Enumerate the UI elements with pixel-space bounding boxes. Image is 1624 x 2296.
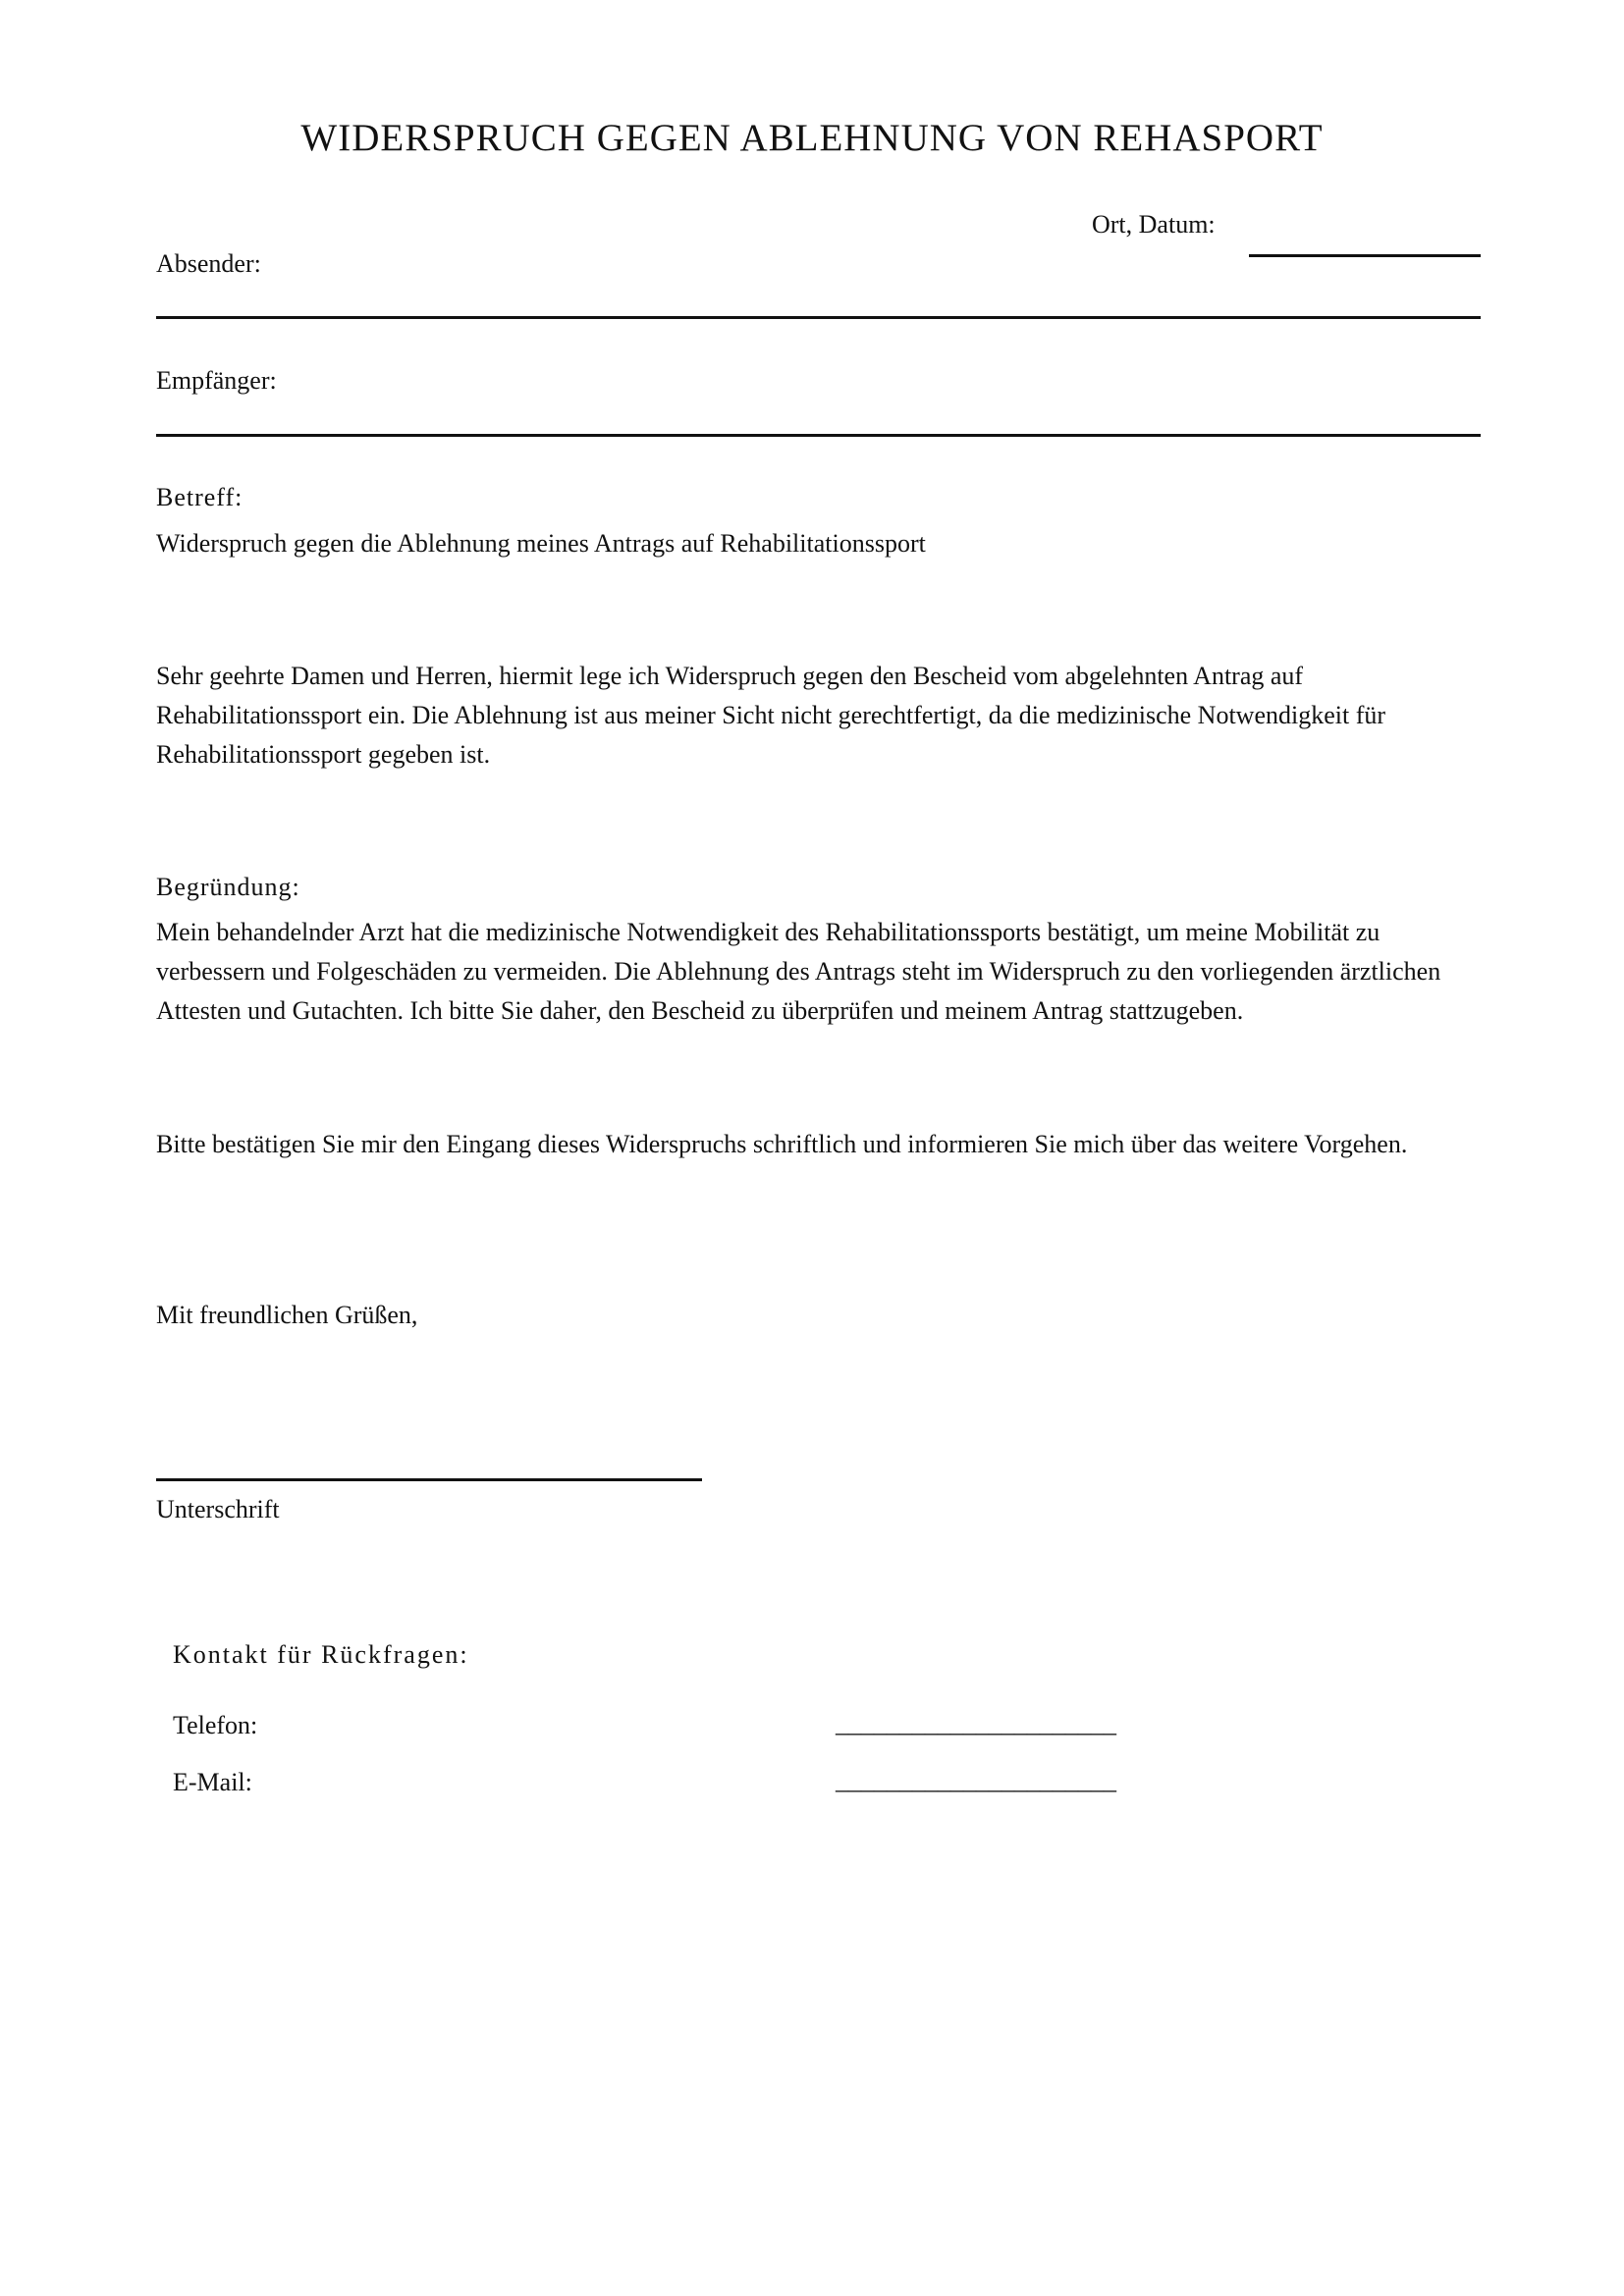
signature-label: Unterschrift — [156, 1495, 280, 1523]
intro-paragraph: Sehr geehrte Damen und Herren, hiermit lege ich Widerspruch gegen den Bescheid vom abgelehnten Antrag auf Rehabilitationssport ein. Die Ablehnung ist aus meiner Sicht nicht gerechtfertigt, da die medizinische Notwendigkeit für Rehabilitationssport gegeben ist. — [156, 662, 1386, 769]
subject-text: Widerspruch gegen die Ablehnung meines Antrags auf Rehabilitationssport — [156, 529, 926, 558]
reason-paragraph: Mein behandelnder Arzt hat die medizinische Notwendigkeit des Rehabilitationssports bestätigt, um meine Mobilität zu verbessern und Folgeschäden zu vermeiden. Die Ablehnung des Antrags steht im Widerspruch zu den vorliegenden ärztlichen Attesten und Gutachten. Ich bitte Sie daher, den Bescheid zu überprüfen und meinem Antrag stattzugeben. — [156, 918, 1441, 1025]
phone-field[interactable]: ______________________ — [836, 1709, 1116, 1737]
recipient-label: Empfänger: — [156, 366, 277, 395]
signature-line[interactable] — [156, 1478, 702, 1481]
recipient-line[interactable] — [156, 434, 1481, 437]
sender-line[interactable] — [156, 316, 1481, 319]
closing-text: Mit freundlichen Grüßen, — [156, 1301, 418, 1329]
request-paragraph: Bitte bestätigen Sie mir den Eingang dieses Widerspruchs schriftlich und informieren Sie mich über das weitere Vorgehen. — [156, 1130, 1408, 1158]
reason-label: Begründung: — [156, 873, 300, 901]
email-field[interactable]: ______________________ — [836, 1766, 1116, 1794]
phone-label: Telefon: — [173, 1711, 258, 1739]
email-label: E-Mail: — [173, 1768, 252, 1796]
contact-heading: Kontakt für Rückfragen: — [173, 1640, 469, 1669]
place-date-label: Ort, Datum: — [1092, 210, 1216, 239]
subject-label: Betreff: — [156, 483, 244, 511]
sender-label: Absender: — [156, 249, 261, 278]
place-date-line[interactable] — [1249, 254, 1481, 257]
document-title: WIDERSPRUCH GEGEN ABLEHNUNG VON REHASPORT — [300, 117, 1324, 159]
